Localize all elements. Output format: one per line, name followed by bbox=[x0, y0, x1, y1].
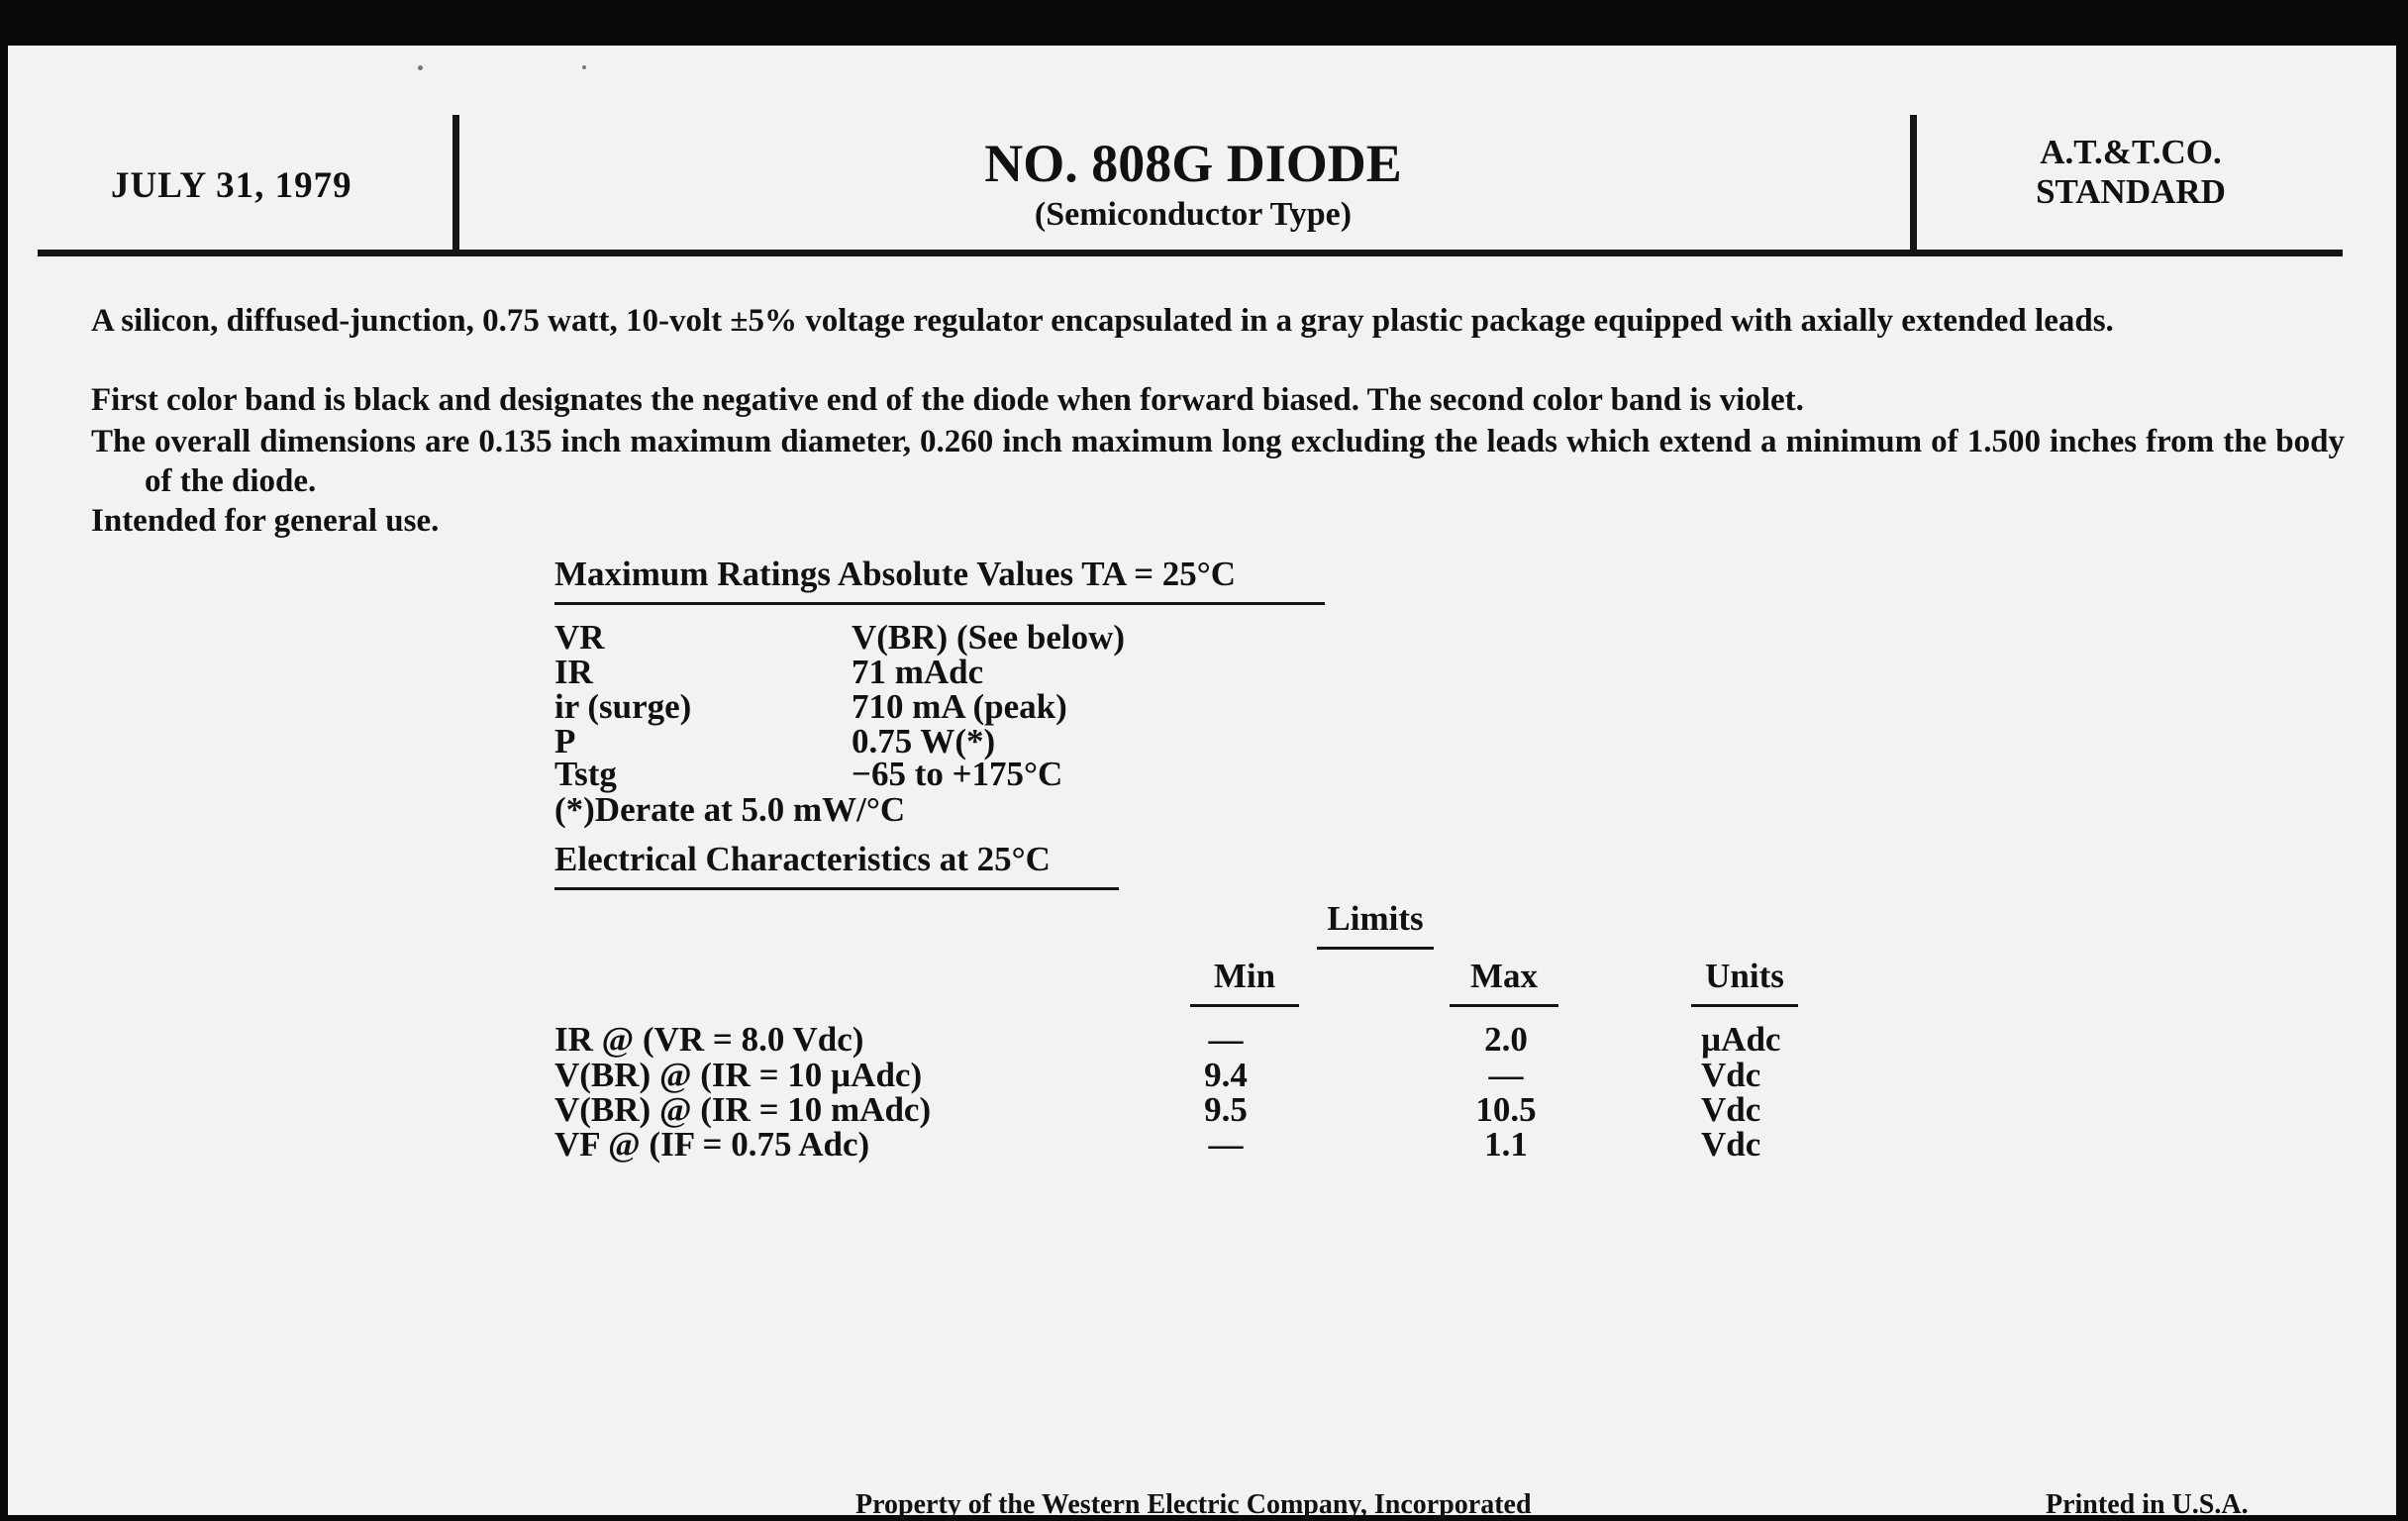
column-header-min: Min bbox=[1190, 957, 1299, 1007]
rating-symbol: P bbox=[554, 722, 576, 760]
description-paragraph: Intended for general use. bbox=[91, 503, 440, 539]
column-header-units: Units bbox=[1691, 957, 1798, 1007]
description-paragraph: First color band is black and designates the negative end of the diode when forward biased. The second color band is violet. bbox=[91, 382, 1804, 418]
rating-symbol: Tstg bbox=[554, 755, 617, 793]
rating-value: −65 to +175°C bbox=[852, 755, 1063, 793]
header-divider-left bbox=[452, 115, 459, 255]
derating-note: (*)Derate at 5.0 mW/°C bbox=[554, 790, 906, 829]
org-line-2: STANDARD bbox=[2036, 172, 2226, 211]
ratings-heading: Maximum Ratings Absolute Values TA = 25°C bbox=[554, 555, 1325, 605]
rating-symbol: VR bbox=[554, 618, 605, 657]
parameter-cell: IR @ (VR = 8.0 Vdc) bbox=[554, 1020, 864, 1059]
header-divider-right bbox=[1910, 115, 1917, 255]
max-cell: 2.0 bbox=[1484, 1020, 1528, 1059]
document-subtitle: (Semiconductor Type) bbox=[1034, 196, 1353, 233]
rating-value: V(BR) (See below) bbox=[852, 618, 1126, 657]
rating-symbol: IR bbox=[554, 653, 593, 691]
parameter-cell: V(BR) @ (IR = 10 µAdc) bbox=[554, 1056, 923, 1094]
units-cell: Vdc bbox=[1701, 1125, 1761, 1164]
max-cell: 10.5 bbox=[1475, 1090, 1537, 1129]
parameter-cell: VF @ (IF = 0.75 Adc) bbox=[554, 1125, 870, 1164]
printed-in-notice: Printed in U.S.A. bbox=[2046, 1489, 2249, 1520]
standard-block bbox=[1923, 133, 2339, 212]
scan-speck bbox=[418, 65, 423, 70]
property-notice: Property of the Western Electric Company, Incorporated bbox=[855, 1489, 1532, 1520]
min-cell: 9.5 bbox=[1204, 1090, 1248, 1129]
limits-label: Limits bbox=[1317, 899, 1434, 950]
units-cell: Vdc bbox=[1701, 1056, 1761, 1094]
max-cell: — bbox=[1488, 1056, 1524, 1094]
header-rule bbox=[38, 250, 2343, 256]
description-paragraph: The overall dimensions are 0.135 inch maximum diameter, 0.260 inch maximum long excluding the leads which extend a minimum of 1.500 inches from the body of the diode. bbox=[91, 424, 2345, 499]
column-header-max: Max bbox=[1450, 957, 1558, 1007]
spec-sheet-card bbox=[8, 46, 2396, 1520]
max-cell: 1.1 bbox=[1484, 1125, 1528, 1164]
document-title: NO. 808G DIODE bbox=[984, 134, 1402, 193]
rating-symbol: ir (surge) bbox=[554, 687, 692, 726]
table-row bbox=[554, 1090, 1842, 1129]
table-row bbox=[554, 1020, 1842, 1059]
rating-value: 710 mA (peak) bbox=[852, 687, 1067, 726]
min-cell: — bbox=[1208, 1020, 1244, 1059]
units-cell: Vdc bbox=[1701, 1090, 1761, 1129]
table-row bbox=[554, 1125, 1842, 1164]
description-paragraph: A silicon, diffused-junction, 0.75 watt, 10-volt ±5% voltage regulator encapsulated in a gray plastic package equipped with axially extended leads. bbox=[91, 303, 2114, 339]
electrical-heading: Electrical Characteristics at 25°C bbox=[554, 840, 1119, 890]
issue-date: JULY 31, 1979 bbox=[111, 165, 352, 206]
min-cell: — bbox=[1208, 1125, 1244, 1164]
scan-speck bbox=[582, 65, 586, 69]
parameter-cell: V(BR) @ (IR = 10 mAdc) bbox=[554, 1090, 932, 1129]
rating-value: 71 mAdc bbox=[852, 653, 984, 691]
table-row bbox=[554, 1056, 1842, 1094]
min-cell: 9.4 bbox=[1204, 1056, 1248, 1094]
rating-value: 0.75 W(*) bbox=[852, 722, 996, 760]
units-cell: µAdc bbox=[1701, 1020, 1781, 1059]
org-line-1: A.T.&T.CO. bbox=[2040, 133, 2222, 171]
